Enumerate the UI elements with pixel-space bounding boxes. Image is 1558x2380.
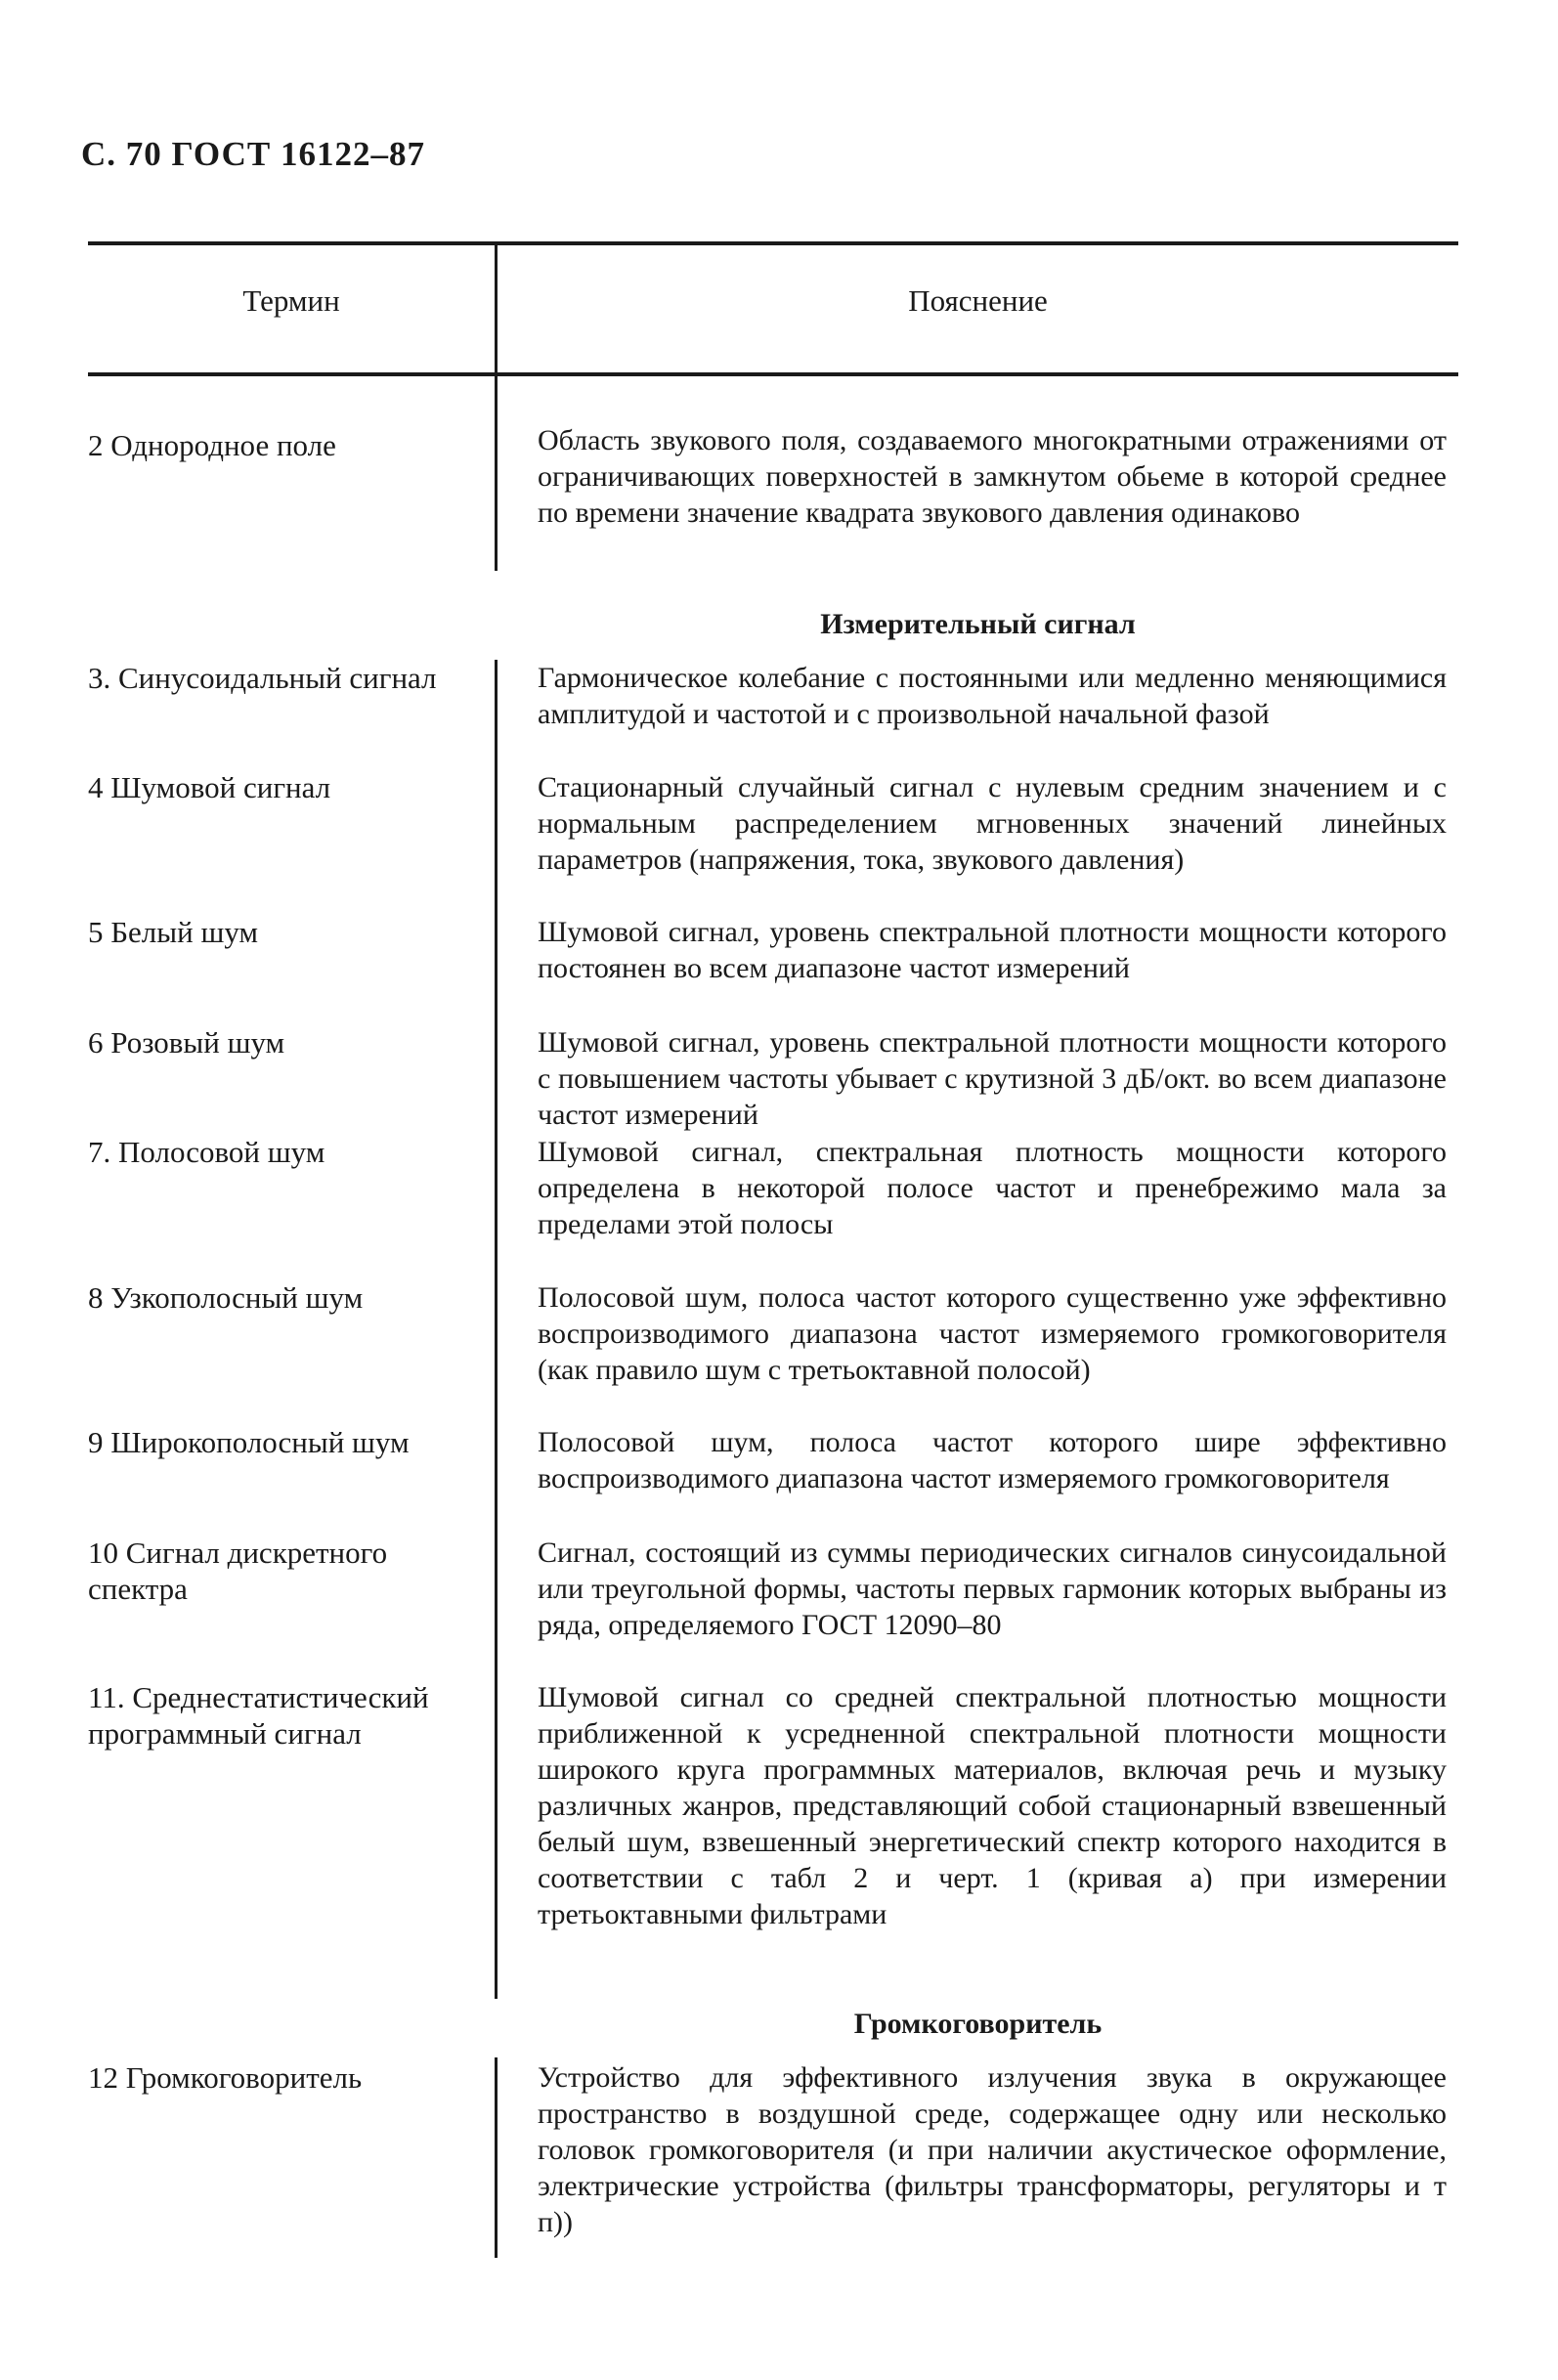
table-row-term: 8 Узкополосный шум [88, 1280, 364, 1315]
table-row-explanation: Область звукового поля, создаваемого многократными отражениями от ограничивающих поверхностей в замкнутом обьеме в которой среднее по времени значение квадрата звукового давления одинаково [538, 424, 1447, 529]
table-row-explanation: Шумовой сигнал, спектральная плотность мощности которого определена в некоторой полосе частот и пренебрежимо мала за пределами этой полосы [538, 1136, 1447, 1240]
table-row-explanation: Гармоническое колебание с постоянными или медленно меняющимися амплитудой и частотой и с произвольной начальной фазой [538, 662, 1447, 730]
table-row-explanation: Шумовой сигнал, уровень спектральной плотности мощности которого с повышением частоты убывает с крутизной 3 дБ/окт. во всем диапазоне частот измерений [538, 1026, 1447, 1131]
table-row-explanation: Устройство для эффективного излучения звука в окружающее пространство в воздушной среде, содержащее одну или несколько головок громкоговорителя (и при наличии акустическое оформление, электрические устройства (фильтры трансформаторы, регуляторы и т п)) [538, 2061, 1447, 2238]
table-row-explanation: Сигнал, состоящий из суммы периодических сигналов синусоидальной или треугольной формы, частоты первых гармоник которых выбраны из ряда, определяемого ГОСТ 12090–80 [538, 1536, 1447, 1641]
table-row-term: 4 Шумовой сигнал [88, 770, 331, 804]
table-row-explanation: Шумовой сигнал со средней спектральной плотностью мощности приближенной к усредненной спектральной плотности мощности широкого круга программных материалов, включая речь и музыку различных жанров, представляющий собой стационарный взвешенный белый шум, взвешенный энергетический спектр которого находится в соответствии с табл 2 и черт. 1 (кривая а) при измерении третьоктавными фильтрами [538, 1681, 1447, 1930]
table-row-term: 2 Однородное поле [88, 428, 336, 462]
column-divider [495, 660, 498, 1999]
table-row-term: 11. Среднестатистический программный сигнал [88, 1680, 429, 1751]
table-row-term: 6 Розовый шум [88, 1025, 285, 1060]
page-header: С. 70 ГОСТ 16122–87 [81, 135, 425, 173]
table-row-term: 10 Сигнал дискретного спектра [88, 1536, 388, 1606]
table-row-term: 12 Громкоговоритель [88, 2060, 363, 2095]
table-row-term: 5 Белый шум [88, 915, 259, 949]
column-divider [495, 243, 498, 571]
table-row-term: 9 Широкополосный шум [88, 1425, 410, 1459]
section-heading: Громкоговоритель [853, 2008, 1103, 2040]
column-divider [495, 2057, 498, 2258]
table-row-explanation: Полосовой шум, полоса частот которого существенно уже эффективно воспроизводимого диапазона частот измеряемого громкоговорителя (как правило шум с третьоктавной полосой) [538, 1281, 1447, 1386]
column-head-explanation: Пояснение [908, 283, 1048, 318]
table-top-rule [88, 241, 1458, 245]
table-head-rule [88, 372, 1458, 376]
table-row-term: 3. Синусоидальный сигнал [88, 661, 437, 695]
table-row-term: 7. Полосовой шум [88, 1135, 325, 1169]
section-heading: Измерительный сигнал [820, 608, 1136, 640]
table-row-explanation: Полосовой шум, полоса частот которого шире эффективно воспроизводимого диапазона частот измеряемого громкоговорителя [538, 1426, 1447, 1494]
column-head-term: Термин [242, 283, 340, 318]
table-row-explanation: Шумовой сигнал, уровень спектральной плотности мощности которого постоянен во всем диапазоне частот измерений [538, 916, 1447, 984]
table-row-explanation: Стационарный случайный сигнал с нулевым средним значением и с нормальным распределением мгновенных значений линейных параметров (напряжения, тока, звукового давления) [538, 771, 1447, 876]
